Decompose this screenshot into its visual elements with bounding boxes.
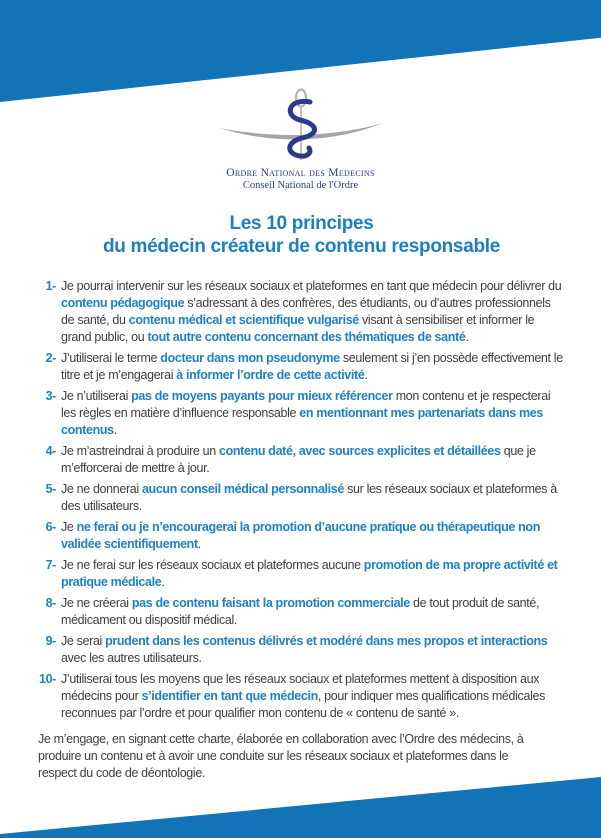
bottom-banner: [0, 777, 601, 838]
principles-list: [38, 278, 565, 722]
highlighted-phrase: promotion de ma propre activité et pratique médicale: [61, 558, 558, 589]
principle-number: 7-: [45, 558, 56, 572]
principle-number: 5-: [45, 482, 56, 496]
closing-paragraph: Je m’engage, en signant cette charte, élaborée en collaboration avec l’Ordre des médecins, à produire un contenu et à avoir une conduite sur les réseaux sociaux et plateformes dans le respect du code de déontologie.: [38, 732, 524, 780]
principle-text: [61, 481, 565, 515]
highlighted-phrase: pas de contenu faisant la promotion commerciale: [131, 596, 410, 610]
principle-item: [38, 633, 565, 667]
plain-text: J’utiliserai tous les moyens que les réseaux sociaux et plateformes mettent à disposition aux médecins pour: [61, 672, 540, 703]
title-line2: du médecin créateur de contenu responsable: [102, 236, 501, 257]
plain-text: .: [465, 330, 469, 344]
principle-item: [38, 481, 565, 515]
plain-text: que je m’efforcerai de mettre à jour.: [61, 444, 536, 475]
principle-item: [38, 443, 565, 477]
plain-text: sur les réseaux sociaux et plateformes à des utilisateurs.: [61, 482, 557, 513]
principle-number: 9-: [45, 634, 56, 648]
plain-text: , pour indiquer mes qualifications médicales reconnues par l’ordre et pour qualifier mon contenu de « contenu de santé ».: [61, 689, 545, 720]
principle-text: [61, 671, 565, 722]
highlighted-phrase: contenu pédagogique: [61, 296, 185, 310]
principle-number: 2-: [45, 351, 56, 365]
content: [38, 212, 565, 782]
highlighted-phrase: prudent dans les contenus délivrés et modéré dans mes propos et interactions: [105, 634, 548, 648]
principle-number: 3-: [45, 389, 56, 403]
highlighted-phrase: en mentionnant mes partenariats dans mes contenus: [61, 406, 543, 437]
logo-subtitle: Conseil National de l'Ordre: [242, 180, 359, 192]
principle-number: 8-: [45, 596, 56, 610]
highlighted-phrase: contenu daté, avec sources explicites et détaillées: [219, 444, 501, 458]
highlighted-phrase: s’identifier en tant que médecin: [141, 689, 318, 703]
plain-text: seulement si j’en possède effectivement le titre et je m’engagerai: [61, 351, 563, 382]
principle-item: [38, 278, 565, 346]
highlighted-phrase: à informer l’ordre de cette activité: [176, 368, 365, 382]
highlighted-phrase: ne ferai ou je n’encouragerai la promotion d’aucune pratique ou thérapeutique non validée scientifiquement: [61, 520, 540, 551]
principle-text: [61, 519, 565, 553]
plain-text: mon contenu et je respecterai les règles en matière d’influence responsable: [61, 389, 551, 420]
plain-text: Je ne créerai: [61, 596, 132, 610]
principle-number: 6-: [45, 520, 56, 534]
plain-text: Je ne ferai sur les réseaux sociaux et plateformes aucune: [61, 558, 364, 572]
plain-text: Je pourrai intervenir sur les réseaux sociaux et plateformes en tant que médecin pour délivrer du: [61, 279, 562, 293]
principle-text: [61, 278, 565, 346]
principle-item: [38, 557, 565, 591]
highlighted-phrase: pas de moyens payants pour mieux référencer: [131, 389, 393, 403]
plain-text: Je m’astreindrai à produire un: [61, 444, 219, 458]
plain-text: .: [197, 537, 201, 551]
logo-org-name: Ordre National des Medecins: [226, 167, 375, 179]
plain-text: J’utiliserai le terme: [61, 351, 161, 365]
principle-number: 1-: [45, 279, 56, 293]
plain-text: de tout produit de santé, médicament ou dispositif médical.: [61, 596, 540, 627]
plain-text: Je n’utiliserai: [61, 389, 132, 403]
caduceus-icon: [216, 88, 386, 166]
principle-text: [61, 633, 565, 667]
plain-text: .: [113, 423, 117, 437]
highlighted-phrase: aucun conseil médical personnalisé: [141, 482, 345, 496]
highlighted-phrase: tout autre contenu concernant des thématiques de santé: [147, 330, 466, 344]
principle-item: [38, 388, 565, 439]
plain-text: .: [364, 368, 368, 382]
highlighted-phrase: contenu médical et scientifique vulgarisé: [128, 313, 359, 327]
plain-text: Je: [61, 520, 77, 534]
principle-item: [38, 671, 565, 722]
title-line1: Les 10 principes: [229, 213, 374, 234]
principle-text: [61, 388, 565, 439]
plain-text: .: [161, 575, 165, 589]
logo: [0, 88, 601, 192]
principle-number: 10-: [38, 672, 56, 686]
page-title: [38, 212, 565, 258]
principle-text: [61, 443, 565, 477]
plain-text: Je ne donnerai: [61, 482, 142, 496]
highlighted-phrase: docteur dans mon pseudonyme: [160, 351, 340, 365]
principle-text: [61, 595, 565, 629]
top-banner: [0, 0, 601, 102]
plain-text: avec les autres utilisateurs.: [61, 651, 202, 665]
principle-item: [38, 350, 565, 384]
plain-text: s’adressant à des confrères, des étudiants, ou d’autres professionnels de santé, du: [61, 296, 551, 327]
principle-number: 4-: [45, 444, 56, 458]
principle-text: [61, 350, 565, 384]
plain-text: Je serai: [61, 634, 106, 648]
plain-text: visant à sensibiliser et informer le grand public, ou: [61, 313, 535, 344]
principle-item: [38, 595, 565, 629]
principle-text: [61, 557, 565, 591]
principle-item: [38, 519, 565, 553]
